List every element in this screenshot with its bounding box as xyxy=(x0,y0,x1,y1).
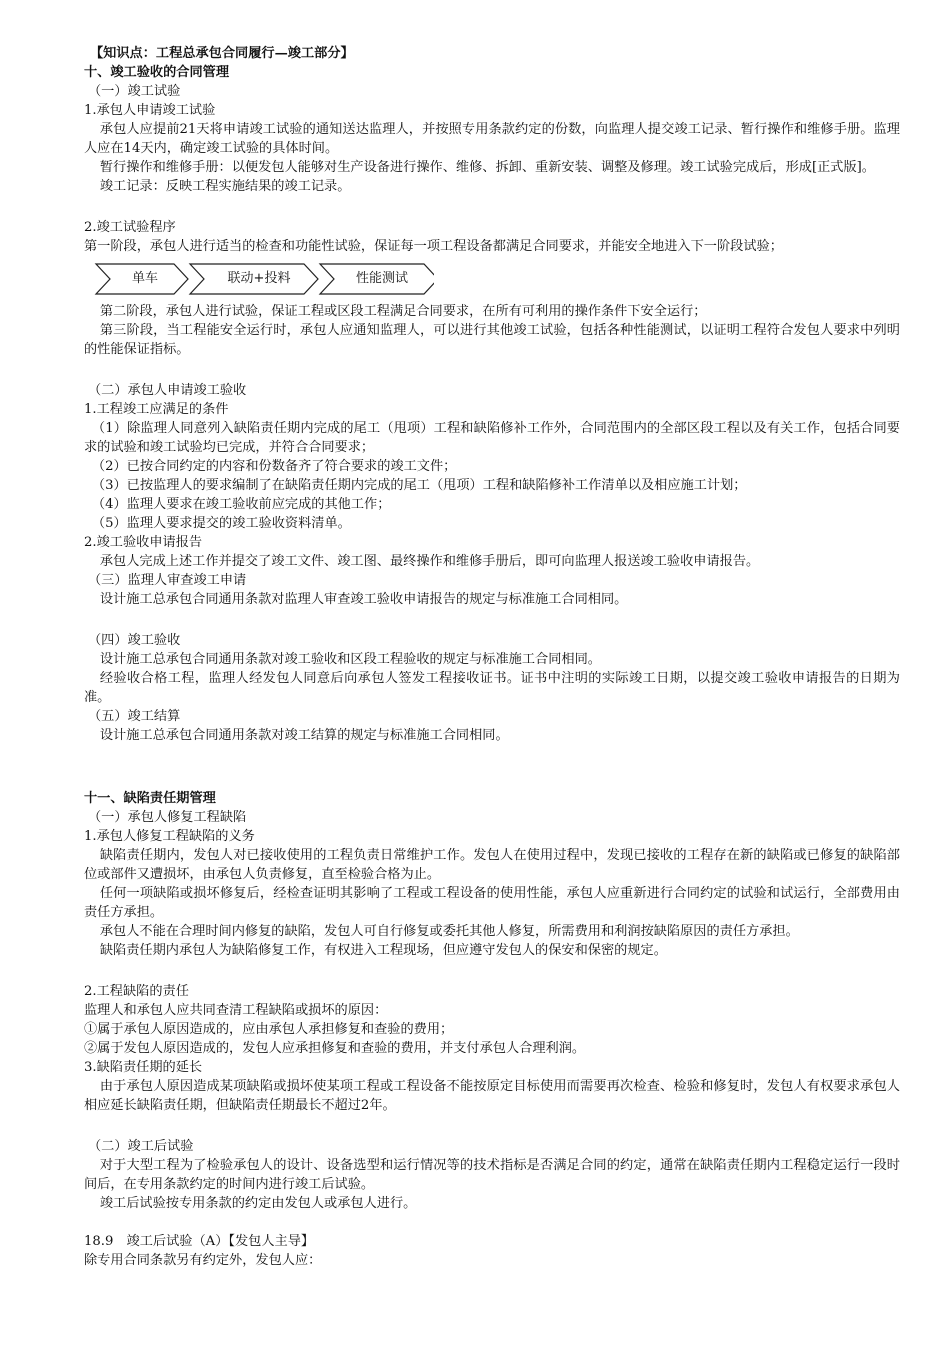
paragraph: 缺陷责任期内，发包人对已接收使用的工程负责日常维护工作。发包人在使用过程中，发现已接收的工程存在新的缺陷或已修复的缺陷部位或部件又遭损坏，由承包人负责修复，直至检验合格为止。 xyxy=(84,848,900,882)
paragraph: 任何一项缺陷或损坏修复后，经检查证明其影响了工程或工程设备的使用性能，承包人应重新进行合同约定的试验和试运行，全部费用由责任方承担。 xyxy=(84,886,900,920)
section-10-1-1: 1.承包人申请竣工试验 xyxy=(84,103,216,118)
paragraph: 竣工后试验按专用条款的约定由发包人或承包人进行。 xyxy=(99,1196,417,1211)
section-11-1-1: 1.承包人修复工程缺陷的义务 xyxy=(84,829,255,844)
paragraph: 设计施工总承包合同通用条款对监理人审查竣工验收申请报告的规定与标准施工合同相同。 xyxy=(99,592,628,607)
paragraph: 第一阶段，承包人进行适当的检查和功能性试验，保证每一项工程设备都满足合同要求，并能安全地进入下一阶段试验； xyxy=(84,239,783,254)
section-10-1: （一）竣工试验 xyxy=(88,84,181,99)
heading: 【知识点：工程总承包合同履行—竣工部分】 xyxy=(90,46,354,61)
paragraph: 承包人应提前21天将申请竣工试验的通知送达监理人，并按照专用条款约定的份数，向监理人提交竣工记录、暂行操作和维修手册。监理人应在14天内，确定竣工试验的具体时间。 xyxy=(84,122,900,156)
section-10-2-1: 1.工程竣工应满足的条件 xyxy=(84,402,229,417)
paragraph: 设计施工总承包合同通用条款对竣工验收和区段工程验收的规定与标准施工合同相同。 xyxy=(99,652,601,667)
test-flow-diagram xyxy=(94,262,900,296)
list-item: （3）已按监理人的要求编制了在缺陷责任期内完成的尾工（甩项）工程和缺陷修补工作清单以及相应施工计划； xyxy=(91,478,747,493)
clause-18-9-title: 18.9 竣工后试验（A）【发包人主导】 xyxy=(84,1234,315,1249)
paragraph: 第二阶段，承包人进行试验，保证工程或区段工程满足合同要求，在所有可利用的操作条件下安全运行； xyxy=(99,304,707,319)
list-item: （4）监理人要求在竣工验收前应完成的其他工作； xyxy=(91,497,391,512)
document-page xyxy=(84,44,900,1270)
section-10-1-2: 2.竣工试验程序 xyxy=(84,220,176,235)
section-10-5: （五）竣工结算 xyxy=(88,709,181,724)
section-11-title: 十一、缺陷责任期管理 xyxy=(84,791,216,806)
flow-step-1: 单车 xyxy=(131,271,158,286)
list-item: （5）监理人要求提交的竣工验收资料清单。 xyxy=(91,516,351,531)
paragraph: 对于大型工程为了检验承包人的设计、设备选型和运行情况等的技术指标是否满足合同的约定，通常在缺陷责任期内工程稳定运行一段时间后，在专用条款约定的时间内进行竣工后试验。 xyxy=(84,1158,900,1192)
list-item: ①属于承包人原因造成的，应由承包人承担修复和查验的费用； xyxy=(84,1022,454,1037)
list-item: ②属于发包人原因造成的，发包人应承担修复和查验的费用，并支付承包人合理利润。 xyxy=(84,1041,586,1056)
section-10-4: （四）竣工验收 xyxy=(88,633,181,648)
flow-step-2: 联动+投料 xyxy=(227,271,291,286)
paragraph: 监理人和承包人应共同查清工程缺陷或损坏的原因： xyxy=(84,1003,388,1018)
paragraph: 由于承包人原因造成某项缺陷或损坏使某项工程或工程设备不能按原定目标使用而需要再次检查、检验和修复时，发包人有权要求承包人相应延长缺陷责任期，但缺陷责任期最长不超过2年。 xyxy=(84,1079,900,1113)
section-10-title: 十、竣工验收的合同管理 xyxy=(84,65,230,80)
flow-step-3: 性能测试 xyxy=(355,271,408,286)
paragraph: 承包人完成上述工作并提交了竣工文件、竣工图、最终操作和维修手册后，即可向监理人报送竣工验收申请报告。 xyxy=(99,554,760,569)
section-11-1-2: 2.工程缺陷的责任 xyxy=(84,984,189,999)
list-item: （2）已按合同约定的内容和份数备齐了符合要求的竣工文件； xyxy=(91,459,457,474)
section-11-1-3: 3.缺陷责任期的延长 xyxy=(84,1060,203,1075)
section-11-2: （二）竣工后试验 xyxy=(88,1139,194,1154)
paragraph: 除专用合同条款另有约定外，发包人应： xyxy=(84,1253,322,1268)
paragraph: 承包人不能在合理时间内修复的缺陷，发包人可自行修复或委托其他人修复，所需费用和利润按缺陷原因的责任方承担。 xyxy=(99,924,799,939)
section-10-2-2: 2.竣工验收申请报告 xyxy=(84,535,203,550)
paragraph: 缺陷责任期内承包人为缺陷修复工作，有权进入工程现场，但应遵守发包人的保安和保密的规定。 xyxy=(99,943,667,958)
section-10-2: （二）承包人申请竣工验收 xyxy=(88,383,247,398)
section-10-3: （三）监理人审查竣工申请 xyxy=(88,573,247,588)
section-11-1: （一）承包人修复工程缺陷 xyxy=(88,810,247,825)
paragraph: 设计施工总承包合同通用条款对竣工结算的规定与标准施工合同相同。 xyxy=(99,728,509,743)
paragraph: 第三阶段，当工程能安全运行时，承包人应通知监理人，可以进行其他竣工试验，包括各种性能测试，以证明工程符合发包人要求中列明的性能保证指标。 xyxy=(84,323,900,357)
paragraph: 暂行操作和维修手册：以便发包人能够对生产设备进行操作、维修、拆卸、重新安装、调整及修理。竣工试验完成后，形成[正式版]。 xyxy=(99,160,875,175)
paragraph: 经验收合格工程，监理人经发包人同意后向承包人签发工程接收证书。证书中注明的实际竣工日期，以提交竣工验收申请报告的日期为准。 xyxy=(84,671,900,705)
list-item: （1）除监理人同意列入缺陷责任期内完成的尾工（甩项）工程和缺陷修补工作外，合同范围内的全部区段工程以及有关工作，包括合同要求的试验和竣工试验均已完成，并符合合同要求； xyxy=(84,421,900,455)
paragraph: 竣工记录：反映工程实施结果的竣工记录。 xyxy=(99,179,351,194)
